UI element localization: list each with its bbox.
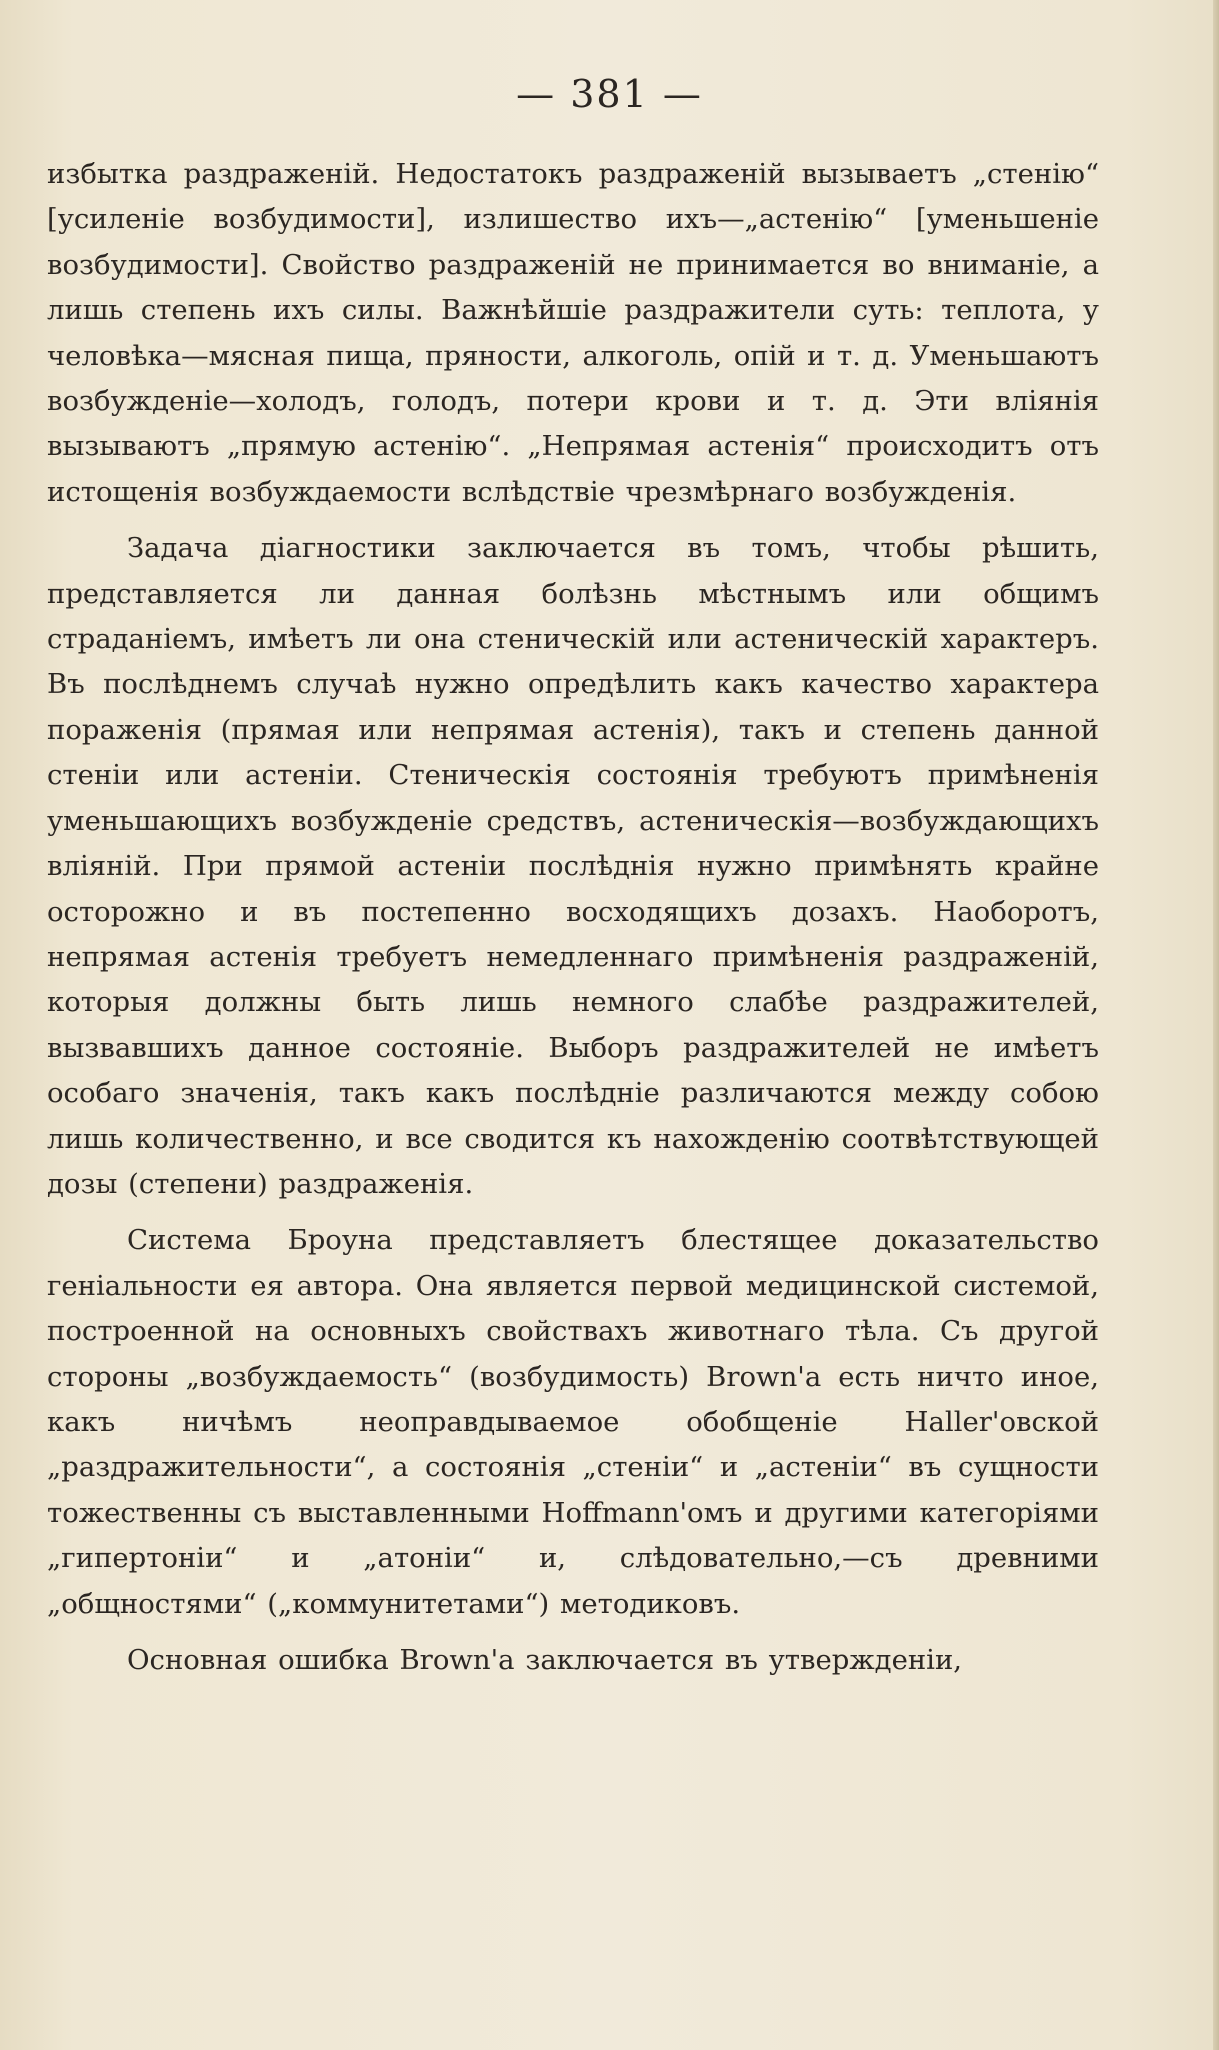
- page-edge: [1213, 0, 1219, 2050]
- page-number: — 381 —: [516, 72, 703, 116]
- paragraph: избытка раздраженій. Недостатокъ раздраженій вызываетъ „стенію“ [усиленіе возбудимости], излишество ихъ—„астенію“ [уменьшеніе возбудимости]. Свойство раздраженій не принимается во вниманіе, а лишь степень ихъ силы. Важнѣйшіе раздражители суть: теплота, у человѣка—мясная пища, пряности, алкоголь, опій и т. д. Уменьшаютъ возбужденіе—холодъ, голодъ, потери крови и т. д. Эти вліянія вызываютъ „прямую астенію“. „Непрямая астенія“ происходитъ отъ истощенія возбуждаемости вслѣдствіе чрезмѣрнаго возбужденія.: [47, 158, 1099, 508]
- paragraph: Система Броуна представляетъ блестящее доказательство геніальности ея автора. Она является первой медицинской системой, построенной на основныхъ свойствахъ животнаго тѣла. Съ другой стороны „возбуждаемость“ (возбудимость) Brown'а есть ничто иное, какъ ничѣмъ неоправдываемое обобщеніе Haller'овской „раздражительности“, а состоянія „стеніи“ и „астеніи“ въ сущности тожественны съ выставленными Hoffmann'омъ и другими категоріями „гипертоніи“ и „атоніи“ и, слѣдовательно,—съ древними „общностями“ („коммунитетами“) методиковъ.: [47, 1224, 1099, 1620]
- paragraph: Задача діагностики заключается въ томъ, чтобы рѣшить, представляется ли данная болѣзнь мѣстнымъ или общимъ страданіемъ, имѣетъ ли она стеническій или астеническій характеръ. Въ послѣднемъ случаѣ нужно опредѣлить какъ качество характера пораженія (прямая или непрямая астенія), такъ и степень данной стеніи или астеніи. Стеническія состоянія требуютъ примѣненія уменьшающихъ возбужденіе средствъ, астеническія—возбуждающихъ вліяній. При прямой астеніи послѣднія нужно примѣнять крайне осторожно и въ постепенно восходящихъ дозахъ. Наоборотъ, непрямая астенія требуетъ немедленнаго примѣненія раздраженій, которыя должны быть лишь немного слабѣе раздражителей, вызвавшихъ данное состояніе. Выборъ раздражителей не имѣетъ особаго значенія, такъ какъ послѣдніе различаются между собою лишь количественно, и все сводится къ нахожденію соотвѣтствующей дозы (степени) раздраженія.: [47, 532, 1099, 1200]
- body-text: [47, 152, 1099, 1694]
- paragraph: Основная ошибка Brown'а заключается въ утвержденіи,: [127, 1644, 963, 1676]
